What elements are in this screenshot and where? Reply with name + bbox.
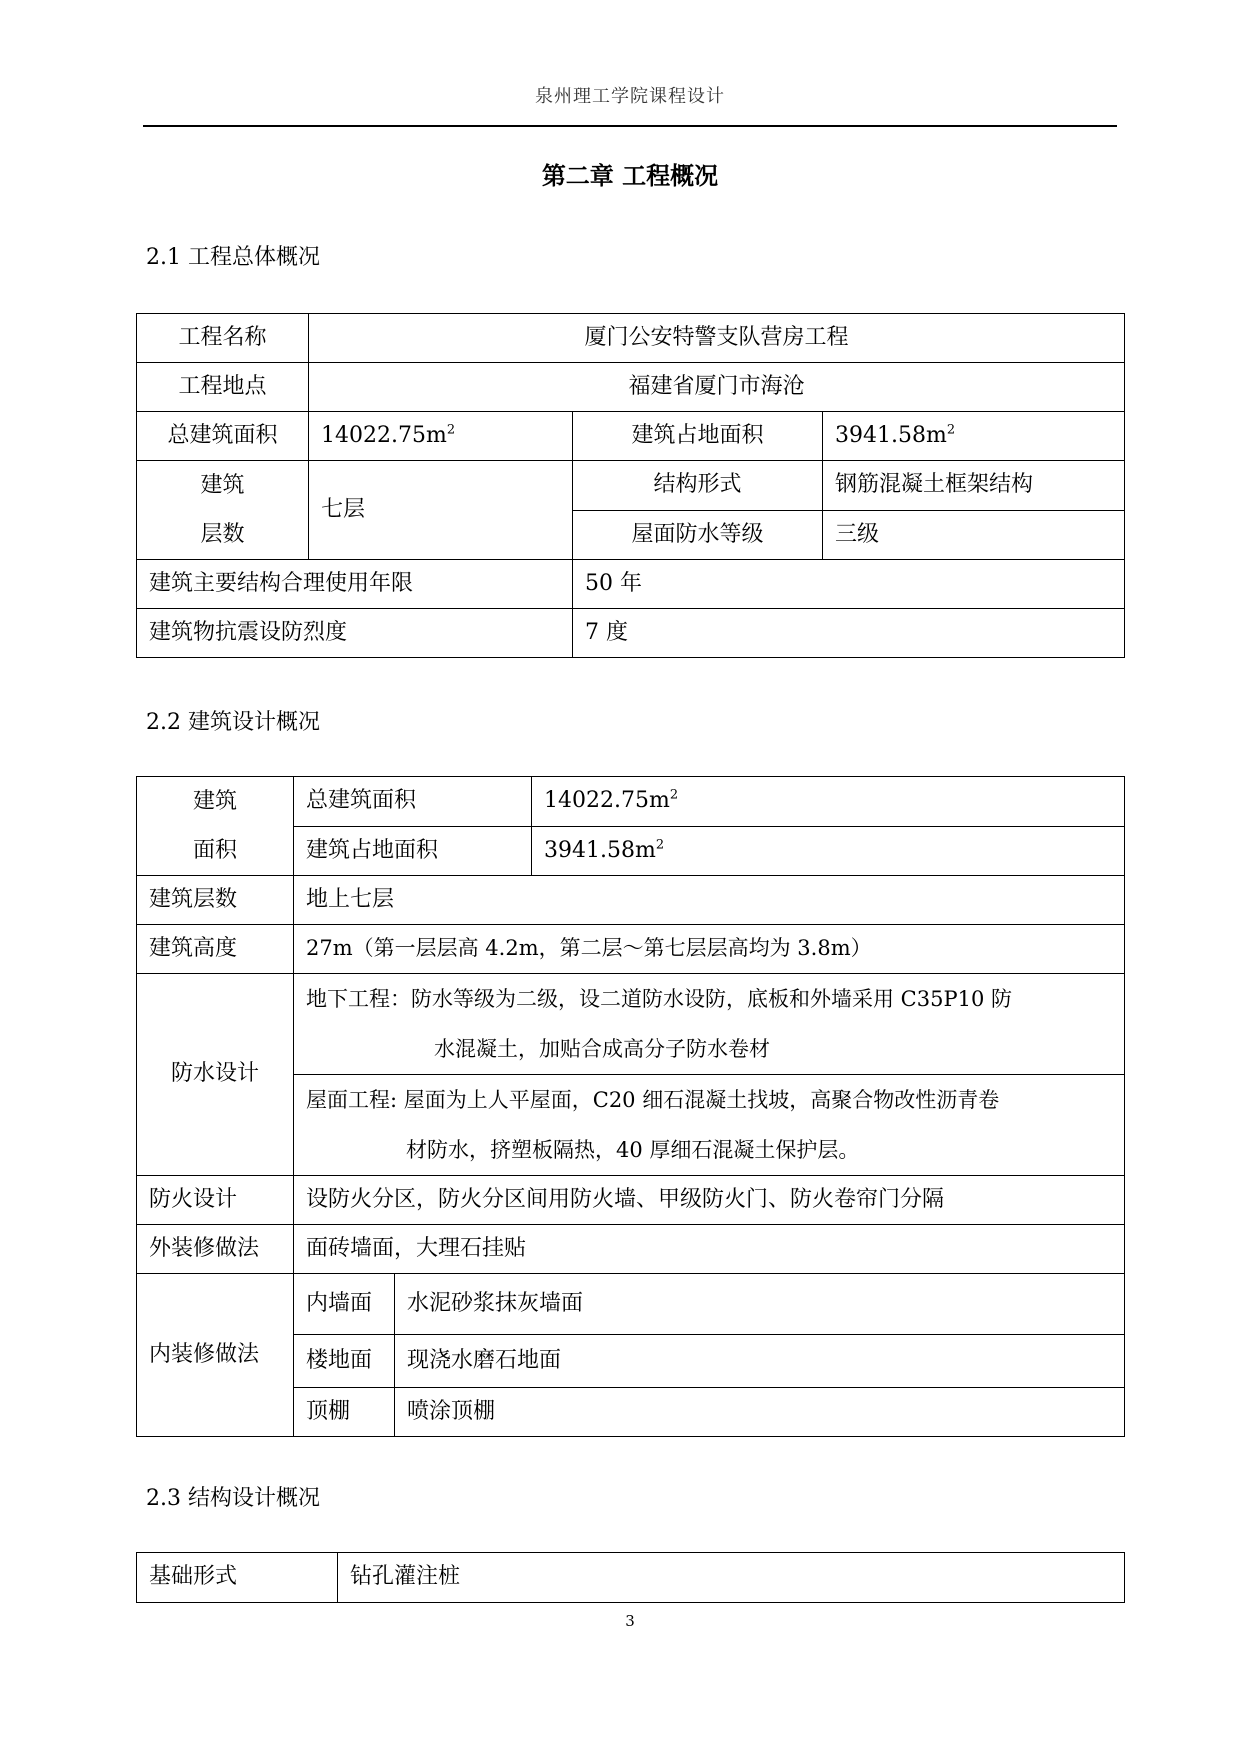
label-line: 建筑	[192, 789, 237, 814]
table-row	[137, 876, 1125, 925]
cell-label: 内墙面	[294, 1274, 395, 1335]
table-row	[137, 1553, 1125, 1603]
area-number: 3941.58m	[835, 422, 947, 448]
cell-label: 楼地面	[294, 1335, 395, 1388]
table-row	[137, 777, 1125, 827]
cell-label	[137, 777, 294, 876]
cell-value: 地上七层	[294, 876, 1125, 925]
cell-label: 外装修做法	[137, 1225, 294, 1274]
cell-label: 建筑占地面积	[573, 412, 823, 461]
table-row	[137, 609, 1125, 658]
cell-label: 建筑物抗震设防烈度	[137, 609, 573, 658]
cell-label: 屋面防水等级	[573, 510, 823, 560]
cell-value	[532, 777, 1125, 827]
cell-label: 结构形式	[573, 461, 823, 511]
superscript: 2	[946, 422, 956, 438]
table-row	[137, 314, 1125, 363]
area-number: 14022.75m	[544, 788, 670, 814]
chapter-title: 第二章 工程概况	[541, 162, 719, 190]
table-row	[137, 1274, 1125, 1335]
cell-label: 内装修做法	[137, 1274, 294, 1437]
cell-value: 50 年	[573, 560, 1125, 609]
header-rule	[143, 125, 1117, 127]
cell-value	[532, 826, 1125, 876]
cell-label: 工程地点	[137, 363, 309, 412]
cell-value	[823, 412, 1125, 461]
cell-label: 工程名称	[137, 314, 309, 363]
cell-label: 总建筑面积	[294, 777, 532, 827]
cell-value: 现浇水磨石地面	[395, 1335, 1125, 1388]
label-line: 层数	[200, 522, 245, 547]
table-row	[137, 363, 1125, 412]
cell-value: 面砖墙面，大理石挂贴	[294, 1225, 1125, 1274]
cell-label: 总建筑面积	[137, 412, 309, 461]
cell-value	[309, 412, 573, 461]
cell-value: 喷涂顶棚	[395, 1388, 1125, 1437]
cell-label: 建筑占地面积	[294, 826, 532, 876]
text-line: 水混凝土，加贴合成高分子防水卷材	[434, 1037, 770, 1061]
table-row	[137, 1176, 1125, 1225]
cell-value: 设防火分区，防火分区间用防火墙、甲级防火门、防火卷帘门分隔	[294, 1176, 1125, 1225]
cell-value: 27m（第一层层高 4.2m，第二层～第七层层高均为 3.8m）	[294, 925, 1125, 974]
cell-value: 福建省厦门市海沧	[309, 363, 1125, 412]
project-overview-table	[136, 313, 1125, 658]
cell-value	[294, 1075, 1125, 1176]
cell-value: 钻孔灌注桩	[338, 1553, 1125, 1603]
cell-label: 防火设计	[137, 1176, 294, 1225]
cell-value: 钢筋混凝土框架结构	[823, 461, 1125, 511]
cell-label: 建筑层数	[137, 876, 294, 925]
table-row	[137, 925, 1125, 974]
superscript: 2	[446, 422, 456, 438]
table-row	[137, 974, 1125, 1075]
cell-label: 顶棚	[294, 1388, 395, 1437]
cell-value: 七层	[309, 461, 573, 560]
table-row	[137, 461, 1125, 511]
superscript: 2	[655, 837, 665, 853]
cell-label	[137, 461, 309, 560]
cell-label: 防水设计	[137, 974, 294, 1176]
structure-design-table	[136, 1552, 1125, 1603]
area-number: 14022.75m	[321, 422, 447, 448]
cell-label: 建筑高度	[137, 925, 294, 974]
cell-value: 水泥砂浆抹灰墙面	[395, 1274, 1125, 1335]
cell-label: 建筑主要结构合理使用年限	[137, 560, 573, 609]
cell-value: 三级	[823, 510, 1125, 560]
cell-value: 7 度	[573, 609, 1125, 658]
table-row	[137, 1225, 1125, 1274]
table-row	[137, 412, 1125, 461]
section-heading-2-3: 2.3 结构设计概况	[146, 1486, 320, 1511]
text-line: 材防水，挤塑板隔热，40 厚细石混凝土保护层。	[406, 1138, 860, 1162]
page-number: 3	[625, 1612, 635, 1630]
label-line: 建筑	[200, 473, 245, 498]
table-row	[137, 560, 1125, 609]
text-line: 地下工程：防水等级为二级，设二道防水设防，底板和外墙采用 C35P10 防	[306, 987, 1012, 1011]
text-line: 屋面工程: 屋面为上人平屋面，C20 细石混凝土找坡，高聚合物改性沥青卷	[306, 1088, 1000, 1112]
superscript: 2	[669, 787, 679, 803]
cell-label: 基础形式	[137, 1553, 338, 1603]
page-header: 泉州理工学院课程设计	[535, 86, 725, 107]
cell-value: 厦门公安特警支队营房工程	[309, 314, 1125, 363]
section-heading-2-1: 2.1 工程总体概况	[146, 245, 320, 270]
label-line: 面积	[192, 838, 237, 863]
architecture-design-table	[136, 776, 1125, 1437]
section-heading-2-2: 2.2 建筑设计概况	[146, 710, 320, 735]
area-number: 3941.58m	[544, 837, 656, 863]
cell-value	[294, 974, 1125, 1075]
